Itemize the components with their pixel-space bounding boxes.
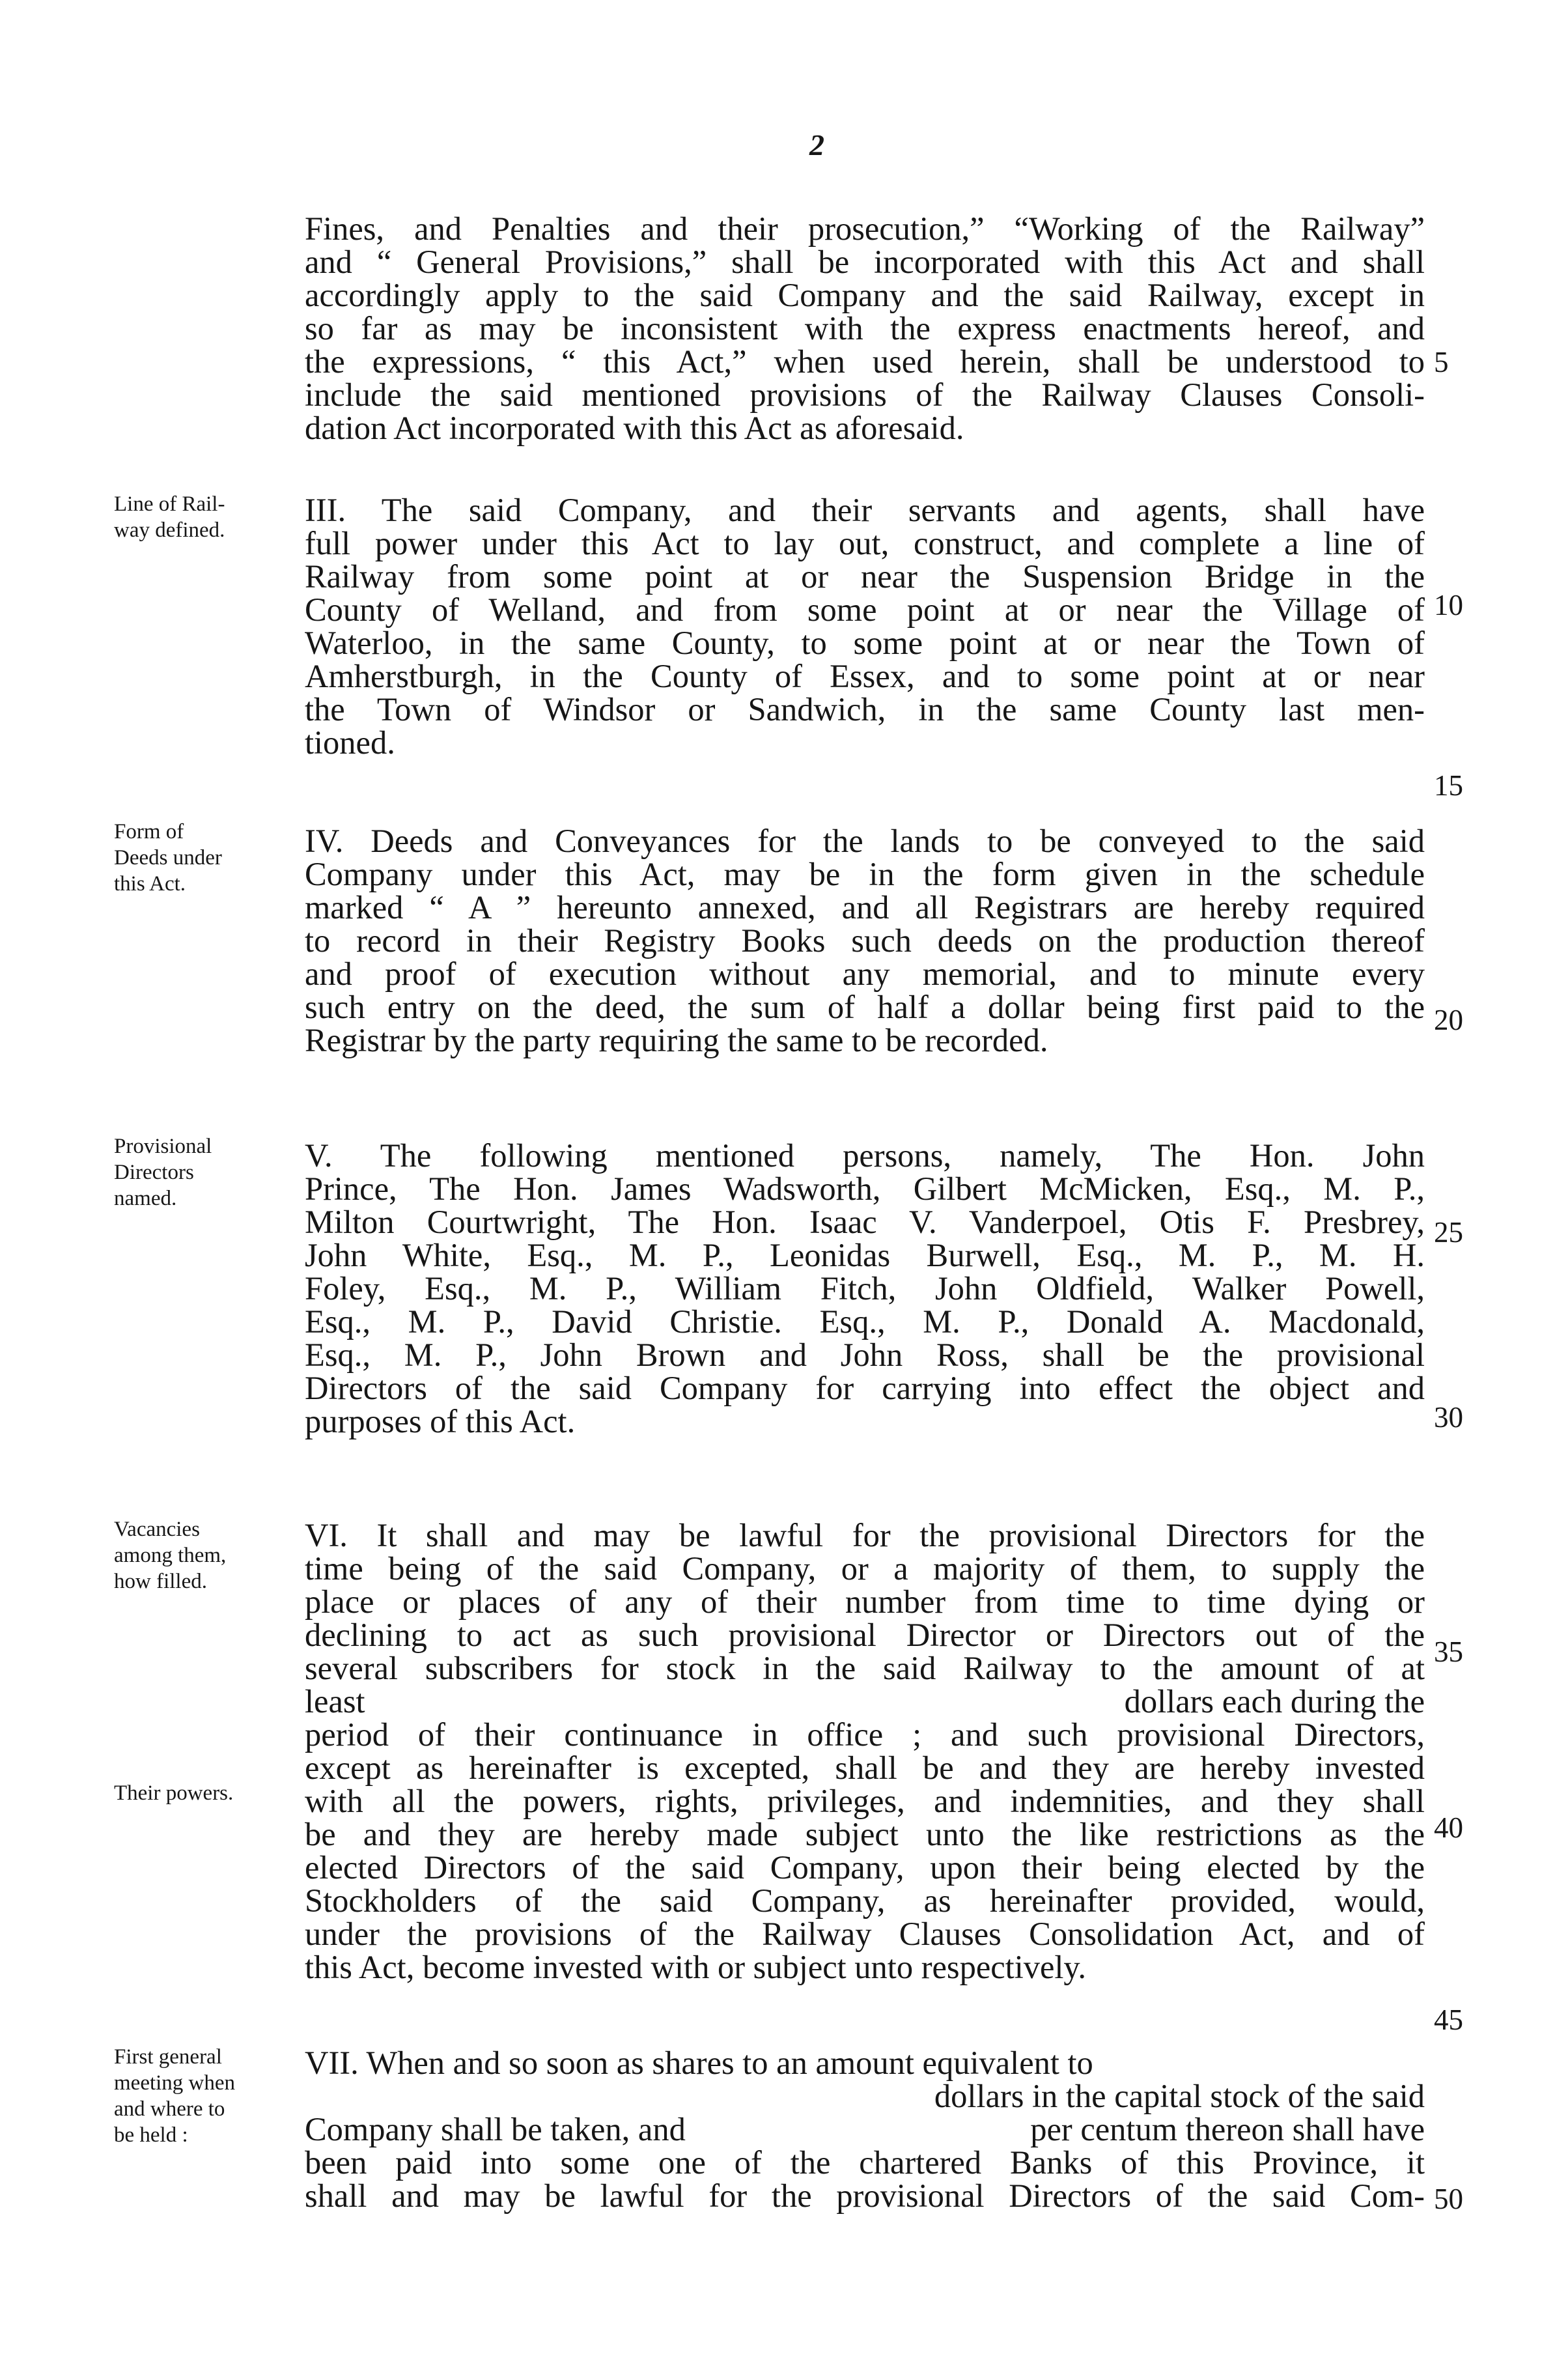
marginal-note-line: Provisional	[114, 1135, 212, 1158]
marginal-note-line: be held :	[114, 2123, 188, 2147]
text-line: period of their continuance in office ; and such provisional Directors,	[305, 1716, 1425, 1753]
marginal-note-line: this Act.	[114, 872, 186, 896]
text-line: dollars in the capital stock of the said	[934, 2078, 1425, 2114]
marginal-note-vacancies	[114, 1516, 226, 1594]
text-line: so far as may be inconsistent with the express enactments hereof, and	[305, 310, 1425, 347]
text-line: Foley, Esq., M. P., William Fitch, John Oldfield, Walker Powell,	[305, 1270, 1425, 1307]
text-line: Fines, and Penalties and their prosecution,” “Working of the Railway”	[305, 210, 1425, 247]
text-line: Milton Courtwright, The Hon. Isaac V. Vanderpoel, Otis F. Presbrey,	[305, 1204, 1425, 1240]
text-line: Directors of the said Company for carrying into effect the object and	[305, 1370, 1425, 1406]
text-line: purposes of this Act.	[305, 1403, 576, 1439]
marginal-note-line-of-railway	[114, 491, 225, 543]
text-line: several subscribers for stock in the said Railway to the amount of at	[305, 1650, 1425, 1686]
marginal-note-line: Their powers.	[114, 1781, 234, 1805]
text-line: marked “ A ” hereunto annexed, and all Registrars are hereby required	[305, 889, 1425, 926]
text-line: the expressions, “ this Act,” when used herein, shall be understood to	[305, 343, 1425, 380]
text-line: tioned.	[305, 724, 395, 761]
marginal-note-line: Form of	[114, 820, 184, 843]
text-line: elected Directors of the said Company, upon their being elected by the	[305, 1849, 1425, 1886]
marginal-note-line: Deeds under	[114, 846, 222, 870]
marginal-note-line: named.	[114, 1187, 177, 1210]
text-line: Prince, The Hon. James Wadsworth, Gilbert McMicken, Esq., M. P.,	[305, 1170, 1425, 1207]
line-number-5: 5	[1434, 346, 1449, 378]
marginal-note-line: and where to	[114, 2097, 225, 2121]
text-line: be and they are hereby made subject unto the like restrictions as the	[305, 1816, 1425, 1852]
text-line: per centum thereon shall have	[1030, 2111, 1425, 2147]
line-number-40: 40	[1434, 1811, 1463, 1844]
line-number-50: 50	[1434, 2183, 1463, 2215]
text-line: Amherstburgh, in the County of Essex, and to some point at or near	[305, 658, 1425, 694]
text-line: this Act, become invested with or subject unto respectively.	[305, 1949, 1087, 1985]
text-line: the Town of Windsor or Sandwich, in the same County last men-	[305, 691, 1425, 728]
text-line: declining to act as such provisional Director or Directors out of the	[305, 1617, 1425, 1653]
text-line: Registrar by the party requiring the same to be recorded.	[305, 1022, 1048, 1058]
text-line: III. The said Company, and their servants and agents, shall have	[305, 492, 1425, 528]
text-line: and “ General Provisions,” shall be incorporated with this Act and shall	[305, 244, 1425, 280]
marginal-note-line: meeting when	[114, 2071, 236, 2095]
marginal-note-their-powers	[114, 1780, 233, 1806]
text-line: VII. When and so soon as shares to an amount equivalent to	[305, 2045, 1093, 2081]
text-line: such entry on the deed, the sum of half a dollar being first paid to the	[305, 989, 1425, 1025]
text-line: except as hereinafter is excepted, shall be and they are hereby invested	[305, 1750, 1425, 1786]
text-line: include the said mentioned provisions of the Railway Clauses Consoli-	[305, 376, 1425, 413]
marginal-note-line: among them,	[114, 1544, 227, 1567]
line-number-20: 20	[1434, 1004, 1463, 1036]
marginal-note-form-of-deeds	[114, 819, 222, 897]
line-number-10: 10	[1434, 589, 1463, 621]
marginal-note-provisional-directors	[114, 1133, 212, 1211]
line-number-45: 45	[1434, 2004, 1463, 2036]
text-line: John White, Esq., M. P., Leonidas Burwell, Esq., M. P., M. H.	[305, 1237, 1425, 1273]
text-line: time being of the said Company, or a majority of them, to supply the	[305, 1550, 1425, 1587]
text-line: dollars each during the	[1124, 1683, 1425, 1720]
text-line: accordingly apply to the said Company and the said Railway, except in	[305, 277, 1425, 313]
text-line: Company under this Act, may be in the form given in the schedule	[305, 856, 1425, 892]
marginal-note-first-general-meeting	[114, 2044, 235, 2148]
text-line: with all the powers, rights, privileges, and indemnities, and they shall	[305, 1783, 1425, 1819]
text-line: Company shall be taken, and	[305, 2111, 686, 2147]
marginal-note-line: Line of Rail-	[114, 492, 225, 516]
marginal-note-line: Directors	[114, 1161, 194, 1184]
text-line: Esq., M. P., John Brown and John Ross, shall be the provisional	[305, 1337, 1425, 1373]
text-line: to record in their Registry Books such deeds on the production thereof	[305, 922, 1425, 959]
text-line: dation Act incorporated with this Act as aforesaid.	[305, 410, 964, 446]
text-line: under the provisions of the Railway Clauses Consolidation Act, and of	[305, 1916, 1425, 1952]
text-line: been paid into some one of the chartered Banks of this Province, it	[305, 2144, 1425, 2181]
line-number-35: 35	[1434, 1636, 1463, 1668]
marginal-note-line: First general	[114, 2045, 222, 2069]
marginal-note-line: how filled.	[114, 1570, 207, 1593]
text-line: shall and may be lawful for the provisional Directors of the said Com-	[305, 2177, 1425, 2214]
text-line: IV. Deeds and Conveyances for the lands to be conveyed to the said	[305, 823, 1425, 859]
text-line: Waterloo, in the same County, to some point at or near the Town of	[305, 625, 1425, 661]
text-line: place or places of any of their number from time to time dying or	[305, 1583, 1425, 1620]
line-number-30: 30	[1434, 1401, 1463, 1434]
text-line: V. The following mentioned persons, namely, The Hon. John	[305, 1137, 1425, 1174]
marginal-note-line: Vacancies	[114, 1518, 200, 1541]
line-number-15: 15	[1434, 769, 1463, 802]
marginal-note-line: way defined.	[114, 518, 225, 542]
text-line: least	[305, 1683, 365, 1720]
text-line: Railway from some point at or near the Suspension Bridge in the	[305, 558, 1425, 595]
text-line: Stockholders of the said Company, as hereinafter provided, would,	[305, 1882, 1425, 1919]
text-line: full power under this Act to lay out, construct, and complete a line of	[305, 525, 1425, 561]
text-line: VI. It shall and may be lawful for the provisional Directors for the	[305, 1517, 1425, 1553]
text-line: Esq., M. P., David Christie. Esq., M. P., Donald A. Macdonald,	[305, 1303, 1425, 1340]
page-number: 2	[809, 128, 824, 162]
text-line: County of Welland, and from some point at or near the Village of	[305, 591, 1425, 628]
text-line: and proof of execution without any memorial, and to minute every	[305, 956, 1425, 992]
line-number-25: 25	[1434, 1216, 1463, 1249]
